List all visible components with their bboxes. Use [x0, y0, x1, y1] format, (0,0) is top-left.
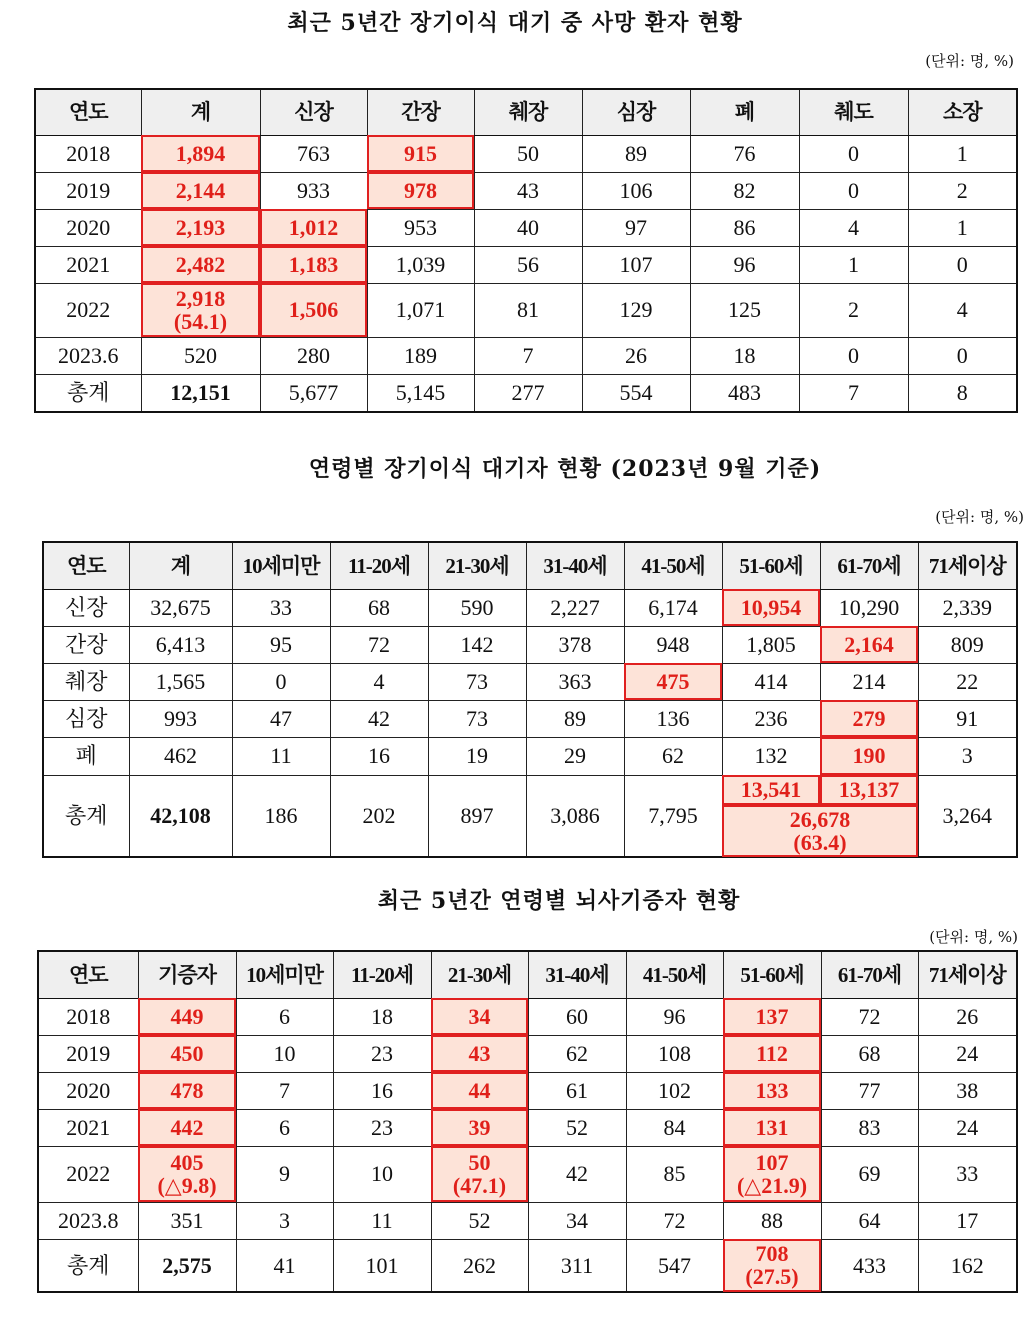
cell: 547 [626, 1239, 723, 1292]
cell: 933 [260, 172, 367, 209]
cell: 2023.6 [35, 337, 141, 374]
cell: 2018 [35, 135, 141, 172]
header-cell: 소장 [908, 89, 1017, 135]
cell: 60 [528, 998, 626, 1035]
cell: 2021 [35, 246, 141, 283]
cell: 76 [690, 135, 799, 172]
cell: 450 [138, 1035, 236, 1072]
cell: 1,012 [260, 209, 367, 246]
cell: 6 [236, 998, 333, 1035]
cell: 190 [820, 737, 918, 775]
cell: 심장 [43, 700, 129, 737]
cell: 214 [820, 663, 918, 700]
cell: 29 [526, 737, 624, 775]
cell: 84 [626, 1109, 723, 1146]
header-cell: 췌장 [474, 89, 582, 135]
cell: 6 [236, 1109, 333, 1146]
cell: 26 [582, 337, 690, 374]
cell: 34 [431, 998, 528, 1035]
table1-unit: (단위: 명, %) [925, 52, 1014, 70]
table2 [42, 541, 1018, 858]
table-row [43, 737, 1017, 775]
cell: 3,086 [526, 775, 624, 857]
cell: 52 [431, 1202, 528, 1239]
cell: 3 [236, 1202, 333, 1239]
cell: 554 [582, 374, 690, 412]
cell: 85 [626, 1146, 723, 1202]
cell: 총계 [43, 775, 129, 857]
cell-value: 708 [755, 1241, 789, 1267]
cell: 16 [333, 1072, 431, 1109]
cell: 102 [626, 1072, 723, 1109]
cell: 378 [526, 626, 624, 663]
cell: 142 [428, 626, 526, 663]
cell: 2020 [35, 209, 141, 246]
cell-value: 26,678 [789, 806, 851, 832]
cell-percent: (△21.9) [736, 1173, 808, 1198]
cell: 11 [232, 737, 330, 775]
cell: 12,151 [141, 374, 260, 412]
cell: 42,108 [129, 775, 232, 857]
cell: 61 [528, 1072, 626, 1109]
header-cell: 간장 [367, 89, 474, 135]
cell: 34 [528, 1202, 626, 1239]
cell: 280 [260, 337, 367, 374]
cell: 96 [690, 246, 799, 283]
cell: 96 [626, 998, 723, 1035]
cell: 91 [918, 700, 1017, 737]
cell: 978 [367, 172, 474, 209]
cell: 449 [138, 998, 236, 1035]
cell: 23 [333, 1109, 431, 1146]
table-row [38, 998, 1017, 1035]
cell: 6,413 [129, 626, 232, 663]
cell: 73 [428, 700, 526, 737]
cell: 33 [918, 1146, 1017, 1202]
cell [722, 805, 918, 857]
cell: 24 [918, 1109, 1017, 1146]
table1 [34, 88, 1018, 413]
cell: 38 [918, 1072, 1017, 1109]
cell: 763 [260, 135, 367, 172]
header-cell: 췌도 [799, 89, 908, 135]
cell: 2019 [35, 172, 141, 209]
cell: 신장 [43, 589, 129, 626]
cell: 2020 [38, 1072, 138, 1109]
cell: 5,677 [260, 374, 367, 412]
table-row [43, 626, 1017, 663]
header-cell: 41-50세 [624, 542, 722, 589]
header-cell: 연도 [35, 89, 141, 135]
cell: 42 [330, 700, 428, 737]
cell: 0 [908, 337, 1017, 374]
cell: 1 [908, 135, 1017, 172]
header-cell: 10세미만 [236, 951, 333, 998]
cell: 915 [367, 135, 474, 172]
cell: 483 [690, 374, 799, 412]
table1-header-row [35, 89, 1017, 135]
cell: 125 [690, 283, 799, 337]
cell: 136 [624, 700, 722, 737]
cell: 83 [821, 1109, 918, 1146]
cell: 39 [431, 1109, 528, 1146]
cell: 0 [799, 135, 908, 172]
header-cell: 61-70세 [820, 542, 918, 589]
cell: 23 [333, 1035, 431, 1072]
cell: 1 [799, 246, 908, 283]
cell: 10 [333, 1146, 431, 1202]
cell: 82 [690, 172, 799, 209]
cell: 18 [690, 337, 799, 374]
table3-title: 최근 5년간 연령별 뇌사기증자 현황 [377, 888, 741, 914]
cell: 73 [428, 663, 526, 700]
table-row [35, 246, 1017, 283]
cell: 520 [141, 337, 260, 374]
header-cell: 11-20세 [330, 542, 428, 589]
cell: 2018 [38, 998, 138, 1035]
cell: 68 [821, 1035, 918, 1072]
header-cell: 51-60세 [723, 951, 821, 998]
cell: 10,290 [820, 589, 918, 626]
cell: 88 [723, 1202, 821, 1239]
cell: 475 [624, 663, 722, 700]
table-row [38, 1109, 1017, 1146]
cell: 43 [474, 172, 582, 209]
cell: 993 [129, 700, 232, 737]
cell: 2,193 [141, 209, 260, 246]
cell: 107 [582, 246, 690, 283]
cell: 2,575 [138, 1239, 236, 1292]
cell: 1,805 [722, 626, 820, 663]
table-row [38, 1072, 1017, 1109]
cell-percent: (63.4) [793, 829, 847, 855]
cell: 72 [330, 626, 428, 663]
cell: 590 [428, 589, 526, 626]
header-cell: 51-60세 [722, 542, 820, 589]
table-row [43, 589, 1017, 626]
cell: 1,506 [260, 283, 367, 337]
cell: 3,264 [918, 775, 1017, 857]
cell: 56 [474, 246, 582, 283]
header-cell: 연도 [43, 542, 129, 589]
cell: 433 [821, 1239, 918, 1292]
table1-title: 최근 5년간 장기이식 대기 중 사망 환자 현황 [287, 10, 743, 36]
cell-percent: (27.5) [745, 1264, 799, 1290]
cell [431, 1146, 528, 1202]
cell: 89 [582, 135, 690, 172]
table-row [35, 209, 1017, 246]
header-cell: 연도 [38, 951, 138, 998]
cell: 897 [428, 775, 526, 857]
cell: 24 [918, 1035, 1017, 1072]
cell: 19 [428, 737, 526, 775]
cell-value: 405 [170, 1149, 204, 1175]
cell-value: 2,918 [175, 285, 226, 311]
header-cell: 신장 [260, 89, 367, 135]
cell: 4 [330, 663, 428, 700]
cell: 2,482 [141, 246, 260, 283]
cell: 81 [474, 283, 582, 337]
cell: 7 [799, 374, 908, 412]
cell: 10,954 [722, 589, 820, 626]
cell: 33 [232, 589, 330, 626]
cell: 16 [330, 737, 428, 775]
header-cell: 기증자 [138, 951, 236, 998]
cell: 186 [232, 775, 330, 857]
cell: 62 [528, 1035, 626, 1072]
cell: 2022 [35, 283, 141, 337]
cell: 442 [138, 1109, 236, 1146]
cell: 462 [129, 737, 232, 775]
cell: 133 [723, 1072, 821, 1109]
cell: 13,541 [722, 775, 820, 805]
cell: 간장 [43, 626, 129, 663]
cell: 108 [626, 1035, 723, 1072]
table2-title: 연령별 장기이식 대기자 현황 (2023년 9월 기준) [308, 456, 822, 482]
cell: 폐 [43, 737, 129, 775]
cell: 131 [723, 1109, 821, 1146]
header-cell: 41-50세 [626, 951, 723, 998]
cell-percent: (54.1) [173, 309, 228, 334]
cell: 2021 [38, 1109, 138, 1146]
header-cell: 61-70세 [821, 951, 918, 998]
table-row [35, 172, 1017, 209]
cell [141, 283, 260, 337]
cell: 42 [528, 1146, 626, 1202]
header-cell: 21-30세 [431, 951, 528, 998]
cell: 2,339 [918, 589, 1017, 626]
cell-value: 107 [755, 1149, 789, 1175]
cell: 132 [722, 737, 820, 775]
cell-value: 50 [468, 1149, 491, 1175]
cell: 112 [723, 1035, 821, 1072]
cell: 69 [821, 1146, 918, 1202]
header-cell: 31-40세 [528, 951, 626, 998]
cell: 1,039 [367, 246, 474, 283]
table-total-row [38, 1239, 1017, 1292]
cell: 72 [821, 998, 918, 1035]
cell: 97 [582, 209, 690, 246]
table-row [43, 700, 1017, 737]
cell: 202 [330, 775, 428, 857]
cell: 953 [367, 209, 474, 246]
header-cell: 31-40세 [526, 542, 624, 589]
cell: 236 [722, 700, 820, 737]
cell: 32,675 [129, 589, 232, 626]
table-row [38, 1146, 1017, 1202]
header-cell: 21-30세 [428, 542, 526, 589]
table-row [43, 663, 1017, 700]
header-cell: 폐 [690, 89, 799, 135]
cell-percent: (△9.8) [157, 1173, 217, 1198]
cell: 64 [821, 1202, 918, 1239]
table2-header-row [43, 542, 1017, 589]
header-cell: 10세미만 [232, 542, 330, 589]
cell: 8 [908, 374, 1017, 412]
cell: 40 [474, 209, 582, 246]
table3 [37, 950, 1018, 1293]
table-total-row [43, 775, 1017, 805]
cell: 948 [624, 626, 722, 663]
cell: 7 [236, 1072, 333, 1109]
cell: 72 [626, 1202, 723, 1239]
cell: 4 [799, 209, 908, 246]
table-row [35, 337, 1017, 374]
cell [723, 1239, 821, 1292]
cell: 129 [582, 283, 690, 337]
cell: 2022 [38, 1146, 138, 1202]
table-row [38, 1035, 1017, 1072]
cell: 13,137 [820, 775, 918, 805]
cell: 101 [333, 1239, 431, 1292]
cell: 2019 [38, 1035, 138, 1072]
cell: 86 [690, 209, 799, 246]
cell: 17 [918, 1202, 1017, 1239]
cell: 0 [799, 337, 908, 374]
cell: 44 [431, 1072, 528, 1109]
table3-unit: (단위: 명, %) [929, 928, 1018, 946]
cell-percent: (47.1) [452, 1173, 507, 1198]
cell: 2,144 [141, 172, 260, 209]
cell: 5,145 [367, 374, 474, 412]
table-row [38, 1202, 1017, 1239]
cell: 1,071 [367, 283, 474, 337]
table-row [35, 135, 1017, 172]
cell: 9 [236, 1146, 333, 1202]
cell: 189 [367, 337, 474, 374]
cell: 137 [723, 998, 821, 1035]
cell: 6,174 [624, 589, 722, 626]
cell: 1,565 [129, 663, 232, 700]
header-cell: 71세이상 [918, 951, 1017, 998]
cell: 351 [138, 1202, 236, 1239]
cell: 279 [820, 700, 918, 737]
header-cell: 11-20세 [333, 951, 431, 998]
table3-header-row [38, 951, 1017, 998]
cell: 809 [918, 626, 1017, 663]
cell: 총계 [38, 1239, 138, 1292]
header-cell: 계 [141, 89, 260, 135]
cell: 262 [431, 1239, 528, 1292]
header-cell: 심장 [582, 89, 690, 135]
cell: 68 [330, 589, 428, 626]
cell: 1 [908, 209, 1017, 246]
cell: 95 [232, 626, 330, 663]
header-cell: 계 [129, 542, 232, 589]
cell: 11 [333, 1202, 431, 1239]
cell: 7 [474, 337, 582, 374]
cell: 106 [582, 172, 690, 209]
cell: 췌장 [43, 663, 129, 700]
table-row [35, 283, 1017, 337]
cell: 311 [528, 1239, 626, 1292]
cell: 2,227 [526, 589, 624, 626]
cell: 478 [138, 1072, 236, 1109]
cell: 43 [431, 1035, 528, 1072]
cell: 2 [908, 172, 1017, 209]
cell: 41 [236, 1239, 333, 1292]
cell: 2023.8 [38, 1202, 138, 1239]
cell: 363 [526, 663, 624, 700]
cell: 26 [918, 998, 1017, 1035]
table-total-row [35, 374, 1017, 412]
cell: 1,183 [260, 246, 367, 283]
cell: 1,894 [141, 135, 260, 172]
cell [138, 1146, 236, 1202]
cell: 22 [918, 663, 1017, 700]
cell: 414 [722, 663, 820, 700]
cell: 162 [918, 1239, 1017, 1292]
cell: 0 [908, 246, 1017, 283]
cell [723, 1146, 821, 1202]
cell: 2,164 [820, 626, 918, 663]
cell: 10 [236, 1035, 333, 1072]
cell: 18 [333, 998, 431, 1035]
cell: 277 [474, 374, 582, 412]
cell: 총계 [35, 374, 141, 412]
cell: 47 [232, 700, 330, 737]
cell: 62 [624, 737, 722, 775]
cell: 3 [918, 737, 1017, 775]
cell: 89 [526, 700, 624, 737]
cell: 52 [528, 1109, 626, 1146]
cell: 0 [232, 663, 330, 700]
cell: 7,795 [624, 775, 722, 857]
cell: 50 [474, 135, 582, 172]
cell: 77 [821, 1072, 918, 1109]
cell: 0 [799, 172, 908, 209]
cell: 2 [799, 283, 908, 337]
cell: 4 [908, 283, 1017, 337]
header-cell: 71세이상 [918, 542, 1017, 589]
table2-unit: (단위: 명, %) [935, 508, 1024, 526]
